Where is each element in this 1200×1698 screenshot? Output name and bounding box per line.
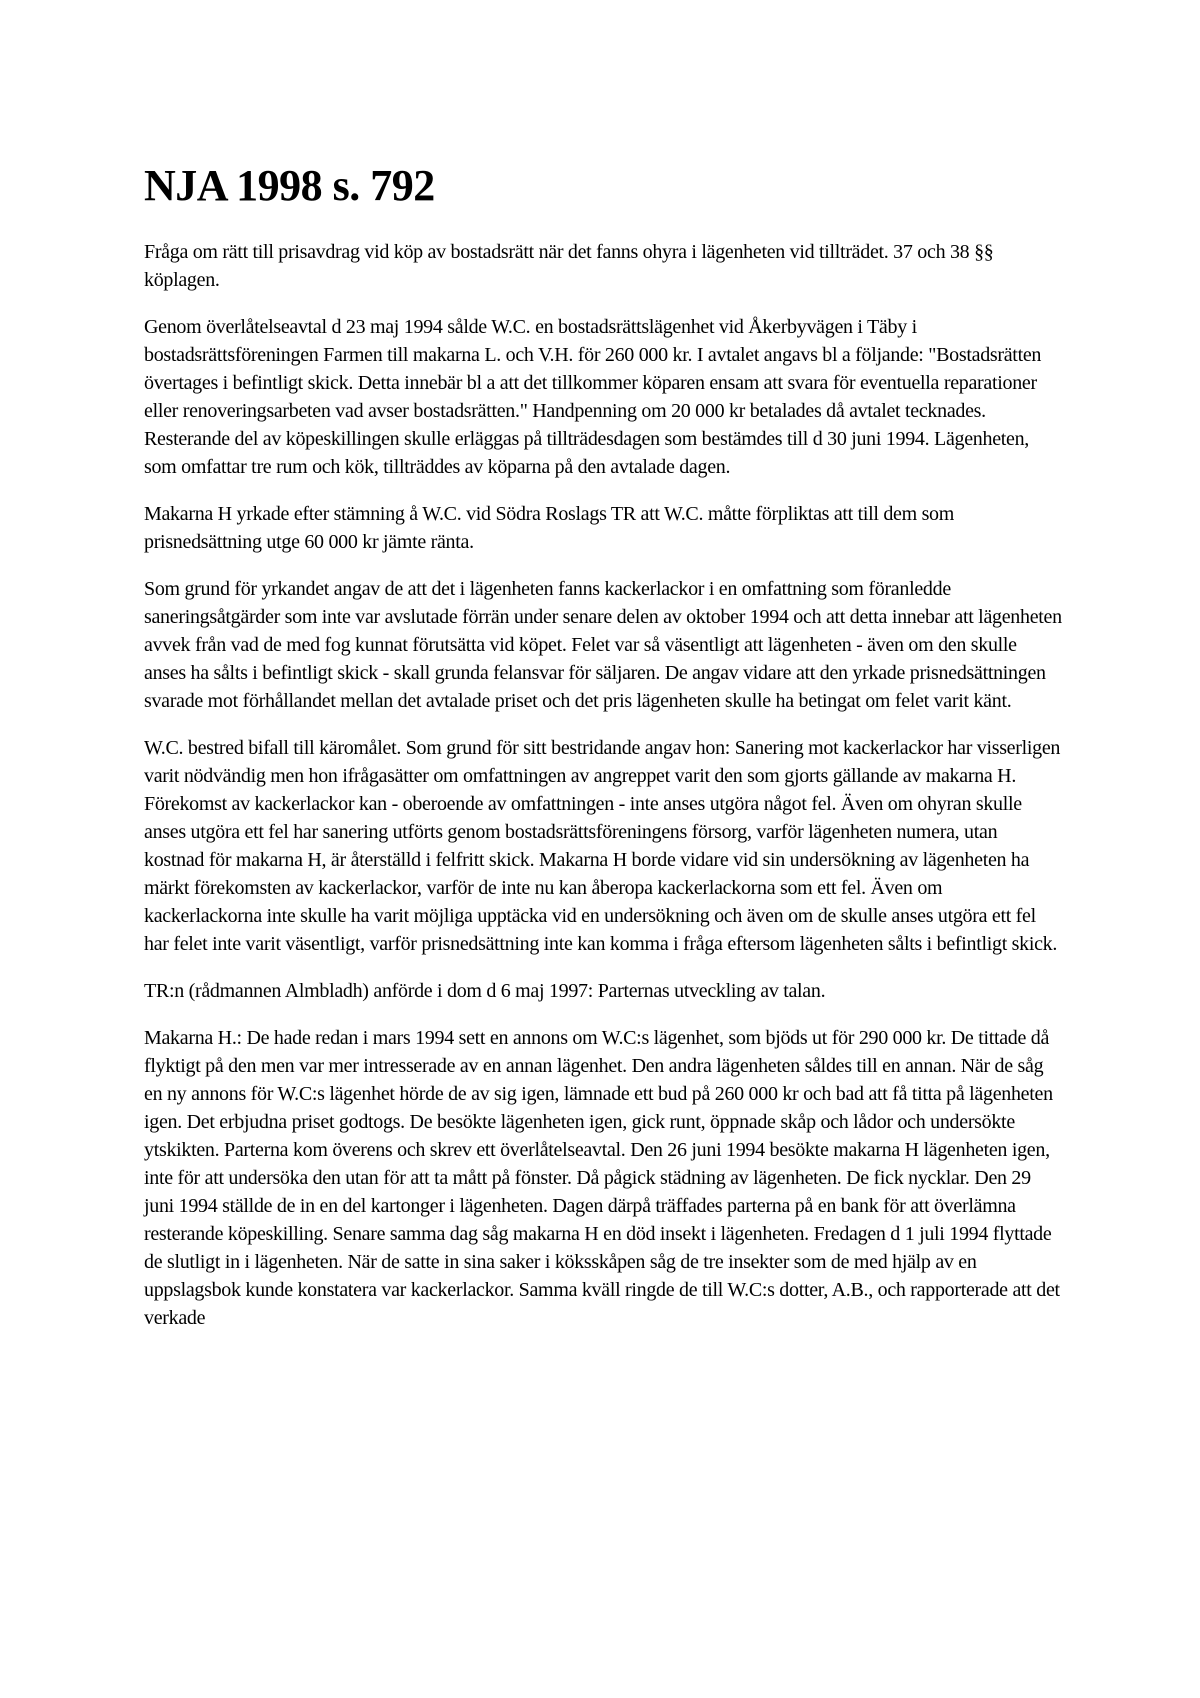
summary-paragraph: Fråga om rätt till prisavdrag vid köp av bostadsrätt när det fanns ohyra i lägenheten vid tillträdet. 37 och 38 §§ köplagen. [144, 241, 994, 291]
document-page [144, 160, 1062, 1351]
body-paragraph: Som grund för yrkandet angav de att det i lägenheten fanns kackerlackor i en omfattning som föranledde saneringsåtgärder som inte var avslutade förrän under senare delen av oktober 1994 och att detta innebar att lägenheten avvek från vad de med fog kunnat förutsätta vid köpet. Felet var så väsentligt att lägenheten - även om den skulle anses ha sålts i befintligt skick - skall grunda felansvar för säljaren. De angav vidare att den yrkade prisnedsättningen svarade mot förhållandet mellan det avtalade priset och det pris lägenheten skulle ha betingat om felet varit känt. [144, 578, 1062, 712]
body-paragraph: TR:n (rådmannen Almbladh) anförde i dom d 6 maj 1997: Parternas utveckling av talan. [144, 980, 826, 1002]
body-paragraph: Makarna H.: De hade redan i mars 1994 sett en annons om W.C:s lägenhet, som bjöds ut för 290 000 kr. De tittade då flyktigt på den men var mer intresserade av en annan lägenhet. Den andra lägenheten såldes till en annan. När de såg en ny annons för W.C:s lägenhet hörde de av sig igen, lämnade ett bud på 260 000 kr och bad att få titta på lägenheten igen. Det erbjudna priset godtogs. De besökte lägenheten igen, gick runt, öppnade skåp och lådor och undersökte ytskikten. Parterna kom överens och skrev ett överlåtelseavtal. Den 26 juni 1994 besökte makarna H lägenheten igen, inte för att undersöka den utan för att ta mått på fönster. Då pågick städning av lägenheten. De fick nycklar. Den 29 juni 1994 ställde de in en del kartonger i lägenheten. Dagen därpå träffades parterna på en bank för att överlämna resterande köpeskilling. Senare samma dag såg makarna H en död insekt i lägenheten. Fredagen d 1 juli 1994 flyttade de slutligt in i lägenheten. När de satte in sina saker i köksskåpen såg de tre insekter som de med hjälp av en uppslagsbok kunde konstatera var kackerlackor. Samma kväll ringde de till W.C:s dotter, A.B., och rapporterade att det verkade [144, 1027, 1060, 1329]
body-paragraph: Genom överlåtelseavtal d 23 maj 1994 sålde W.C. en bostadsrättslägenhet vid Åkerbyvägen i Täby i bostadsrättsföreningen Farmen till makarna L. och V.H. för 260 000 kr. I avtalet angavs bl a följande: "Bostadsrätten övertages i befintligt skick. Detta innebär bl a att det tillkommer köparen ensam att svara för eventuella reparationer eller renoveringsarbeten vad avser bostadsrätten." Handpenning om 20 000 kr betalades då avtalet tecknades. Resterande del av köpeskillingen skulle erläggas på tillträdesdagen som bestämdes till d 30 juni 1994. Lägenheten, som omfattar tre rum och kök, tillträddes av köparna på den avtalade dagen. [144, 316, 1042, 478]
body-paragraph: W.C. bestred bifall till käromålet. Som grund för sitt bestridande angav hon: Sanering mot kackerlackor har visserligen varit nödvändig men hon ifrågasätter om omfattningen av angreppet varit den som gjorts gällande av makarna H. Förekomst av kackerlackor kan - oberoende av omfattningen - inte anses utgöra något fel. Även om ohyran skulle anses utgöra ett fel har sanering utförts genom bostadsrättsföreningens försorg, varför lägenheten numera, utan kostnad för makarna H, är återställd i felfritt skick. Makarna H borde vidare vid sin undersökning av lägenheten ha märkt förekomsten av kackerlackor, varför de inte nu kan åberopa kackerlackorna som ett fel. Även om kackerlackorna inte skulle ha varit möjliga upptäcka vid en undersökning och även om de skulle anses utgöra ett fel har felet inte varit väsentligt, varför prisnedsättning inte kan komma i fråga eftersom lägenheten sålts i befintligt skick. [144, 737, 1061, 955]
body-paragraph: Makarna H yrkade efter stämning å W.C. vid Södra Roslags TR att W.C. måtte förpliktas att till dem som prisnedsättning utge 60 000 kr jämte ränta. [144, 503, 955, 553]
document-title: NJA 1998 s. 792 [144, 161, 435, 210]
